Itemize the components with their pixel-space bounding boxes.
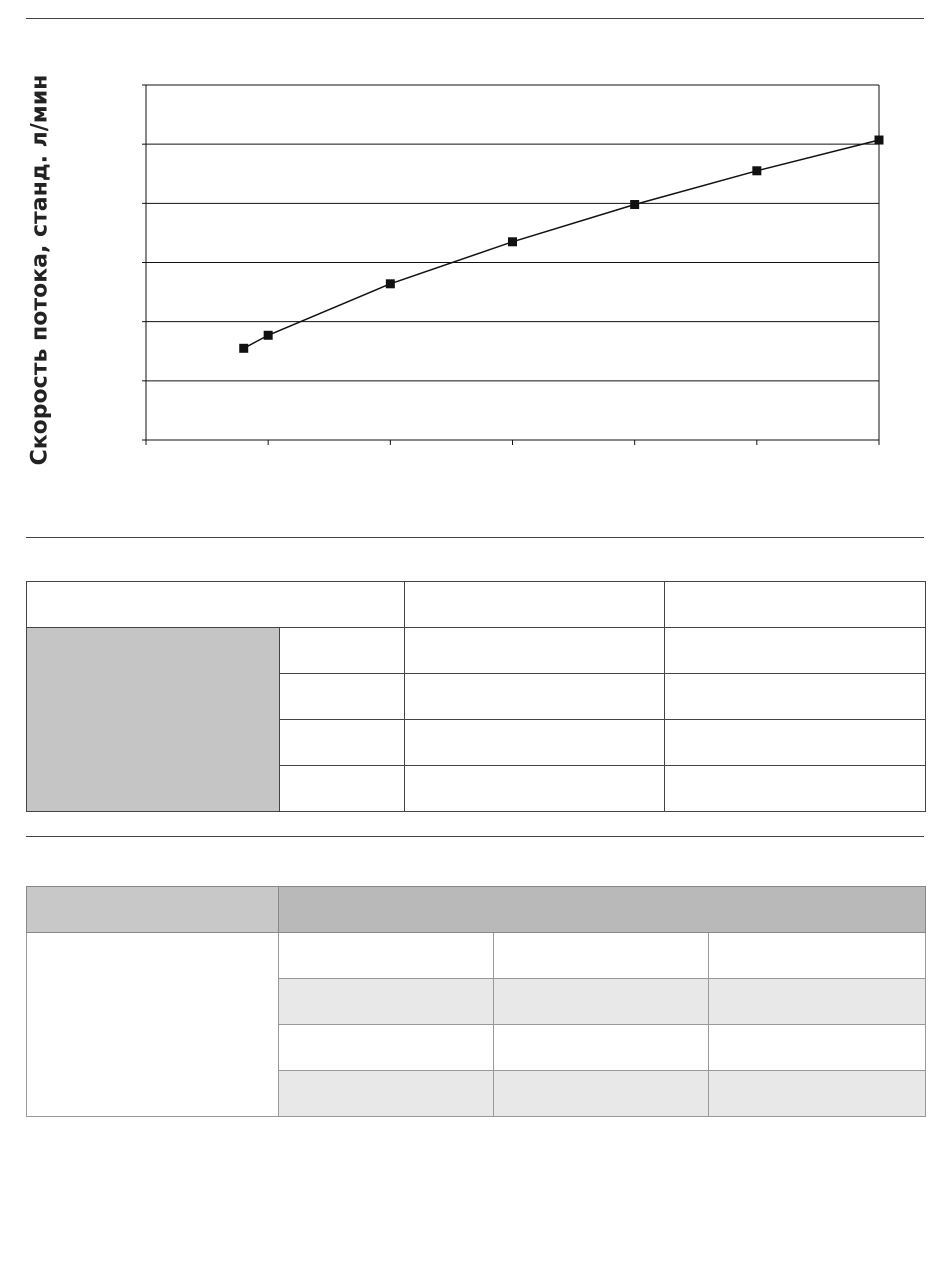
table-cell [27, 582, 405, 628]
table-cell [405, 674, 665, 720]
table-cell [665, 582, 926, 628]
spec-table-2 [26, 886, 926, 1117]
data-point [752, 166, 761, 175]
table-cell [279, 1025, 494, 1071]
section-rule-1 [26, 537, 924, 538]
data-point [875, 136, 884, 145]
data-point [630, 200, 639, 209]
table-cell [279, 979, 494, 1025]
data-point [508, 237, 517, 246]
y-axis-label: Скорость потока, станд. л/мин [27, 74, 53, 466]
table-cell [709, 979, 926, 1025]
table-cell [280, 628, 405, 674]
data-point [386, 279, 395, 288]
table-cell [494, 1071, 709, 1117]
table-cell [665, 674, 926, 720]
table-cell [709, 933, 926, 979]
table-cell [665, 766, 926, 812]
series-line [244, 140, 879, 348]
table-cell [405, 628, 665, 674]
table-row [27, 582, 926, 628]
table-cell [494, 933, 709, 979]
data-point [239, 344, 248, 353]
table-cell [280, 766, 405, 812]
table-cell-group-label [27, 933, 279, 1117]
table-cell-group-header [27, 628, 280, 812]
table-cell [279, 933, 494, 979]
data-point [264, 331, 273, 340]
section-rule-2 [26, 836, 924, 837]
table-cell [405, 766, 665, 812]
table-header-cell [27, 887, 279, 933]
table-cell [280, 720, 405, 766]
table-cell [494, 1025, 709, 1071]
table-row [27, 628, 926, 674]
table-cell [709, 1071, 926, 1117]
table-cell [665, 720, 926, 766]
table-cell [405, 582, 665, 628]
spec-table-1 [26, 581, 926, 812]
table-cell [665, 628, 926, 674]
table-cell [280, 674, 405, 720]
flow-rate-chart [0, 0, 950, 520]
table-header-row [27, 887, 926, 933]
table-cell [405, 720, 665, 766]
table-header-cell [279, 887, 926, 933]
table-cell [494, 979, 709, 1025]
table-row [27, 933, 926, 979]
table-cell [709, 1025, 926, 1071]
table-cell [279, 1071, 494, 1117]
